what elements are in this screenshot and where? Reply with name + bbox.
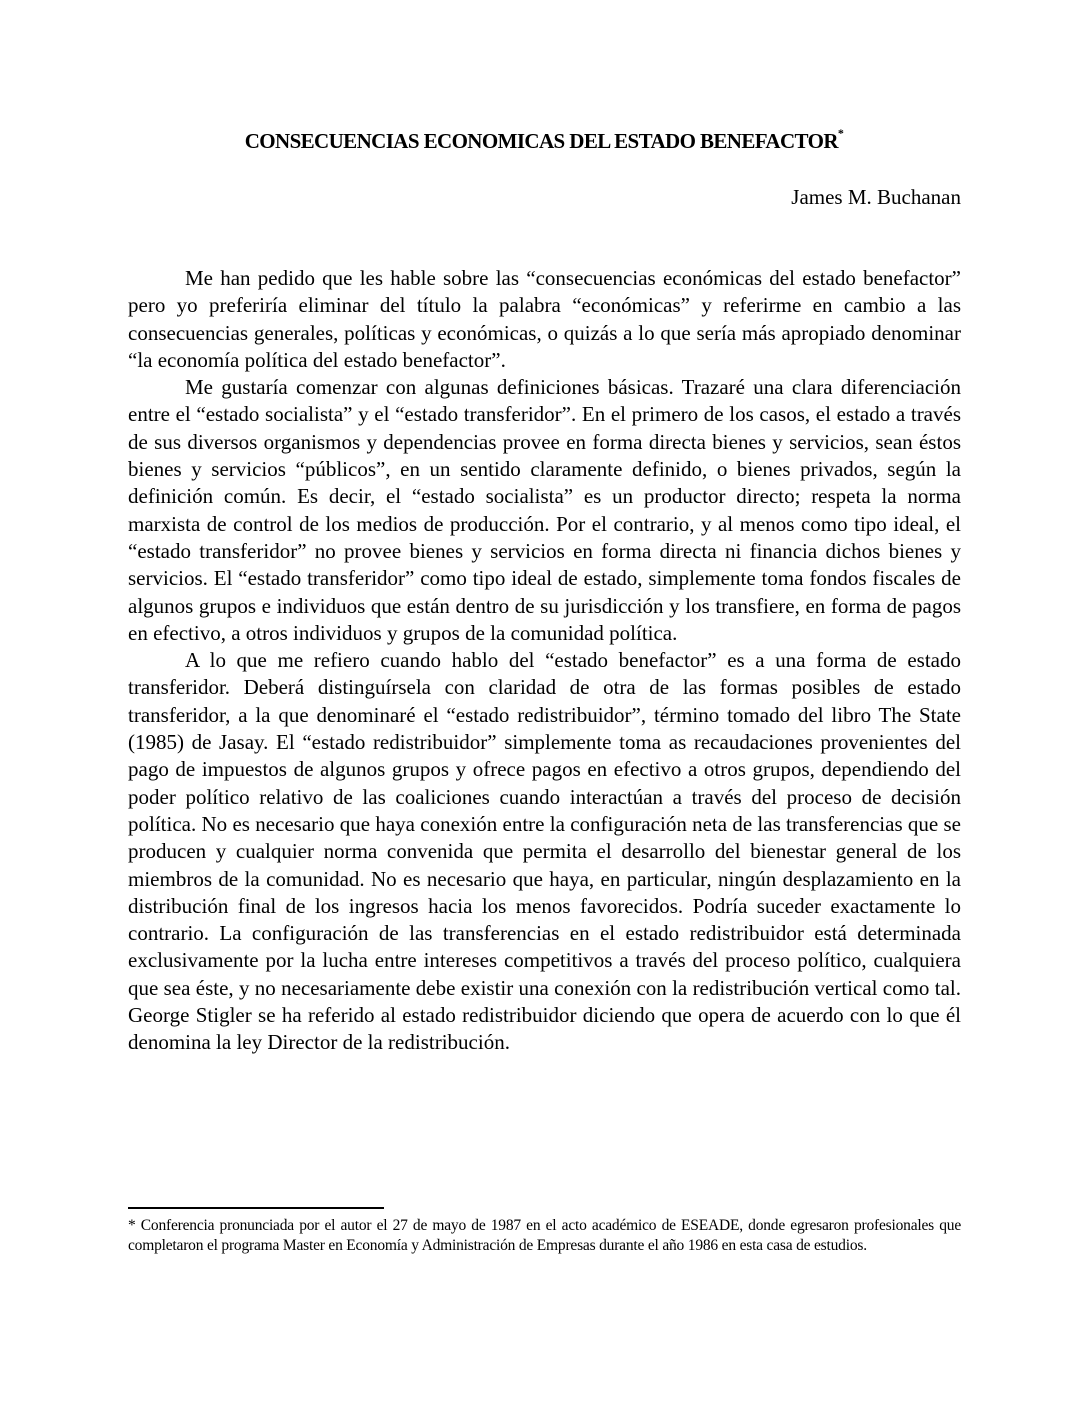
title-text: CONSECUENCIAS ECONOMICAS DEL ESTADO BENEFACTOR (244, 129, 838, 153)
footnote: * Conferencia pronunciada por el autor el 27 de mayo de 1987 en el acto académico de ESEADE, donde egresaron profesionales que completaron el programa Master en Economía y Administración de Empresas durante el año 1986 en esta casa de estudios. (128, 1217, 961, 1254)
author-name: James M. Buchanan (791, 185, 961, 209)
paragraph: Me gustaría comenzar con algunas definiciones básicas. Trazaré una clara diferenciación entre el “estado socialista” y el “estado transferidor”. En el primero de los casos, el estado a través de sus diversos organismos y dependencias provee en forma directa bienes y servicios, sean éstos bienes y servicios “públicos”, en un sentido claramente definido, o bienes privados, según la definición común. Es decir, el “estado socialista” es un productor directo; respeta la norma marxista de control de los medios de producción. Por el contrario, y al menos como tipo ideal, el “estado transferidor” no provee bienes y servicios en forma directa ni financia dichos bienes y servicios. El “estado transferidor” como tipo ideal de estado, simplemente toma fondos fiscales de algunos grupos e individuos que están dentro de su jurisdicción y los transfiere, en forma de pagos en efectivo, a otros individuos y grupos de la comunidad política. (128, 375, 961, 645)
document-title (0, 126, 1088, 154)
document-body (128, 265, 961, 1057)
footnote-divider (128, 1207, 384, 1209)
footnote-marker[interactable]: * (837, 126, 844, 140)
paragraph: Me han pedido que les hable sobre las “consecuencias económicas del estado benefactor” pero yo preferiría eliminar del título la palabra “económicas” y referirme en cambio a las consecuencias generales, políticas y económicas, o quizás a lo que sería más apropiado denominar “la economía política del estado benefactor”. (128, 266, 961, 372)
paragraph: A lo que me refiero cuando hablo del “estado benefactor” es a una forma de estado transferidor. Deberá distinguírsela con claridad de otra de las formas posibles de estado transferidor, a la que denominaré el “estado redistribuidor”, término tomado del libro The State (1985) de Jasay. El “estado redistribuidor” simplemente toma as recaudaciones provenientes del pago de impuestos de algunos grupos y ofrece pagos en efectivo a otros grupos, dependiendo del poder político relativo de las coaliciones cuando interactúan a través del proceso de decisión política. No es necesario que haya conexión entre la configuración neta de las transferencias que se producen y cualquier norma convenida que permita el desarrollo del bienestar general de los miembros de la comunidad. No es necesario que haya, en particular, ningún desplazamiento en la distribución final de los ingresos hacia los menos favorecidos. Podría suceder exactamente lo contrario. La configuración de las transferencias en el estado redistribuidor está determinada exclusivamente por la lucha entre intereses competitivos a través del proceso político, cualquiera que sea éste, y no necesariamente debe existir una conexión con la redistribución vertical como tal. George Stigler se ha referido al estado redistribuidor diciendo que opera de acuerdo con lo que él denomina la ley Director de la redistribución. (128, 648, 961, 1055)
